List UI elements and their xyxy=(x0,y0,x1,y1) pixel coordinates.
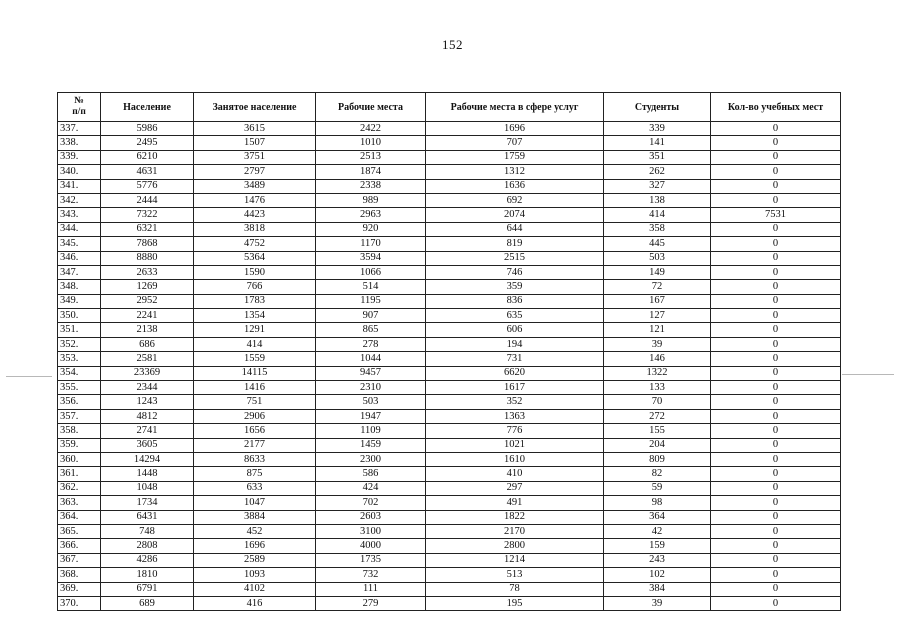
cell-jobs: 1044 xyxy=(316,352,426,366)
cell-jobs: 586 xyxy=(316,467,426,481)
cell-service-jobs: 1363 xyxy=(426,409,604,423)
cell-jobs: 1170 xyxy=(316,237,426,251)
cell-students: 121 xyxy=(604,323,711,337)
cell-employed: 452 xyxy=(194,524,316,538)
cell-jobs: 2422 xyxy=(316,122,426,136)
cell-service-jobs: 359 xyxy=(426,280,604,294)
cell-employed: 3884 xyxy=(194,510,316,524)
cell-number: 356. xyxy=(58,395,101,409)
cell-students: 243 xyxy=(604,553,711,567)
cell-students: 82 xyxy=(604,467,711,481)
cell-jobs: 514 xyxy=(316,280,426,294)
cell-service-jobs: 1636 xyxy=(426,179,604,193)
cell-employed: 1354 xyxy=(194,309,316,323)
cell-study-places: 0 xyxy=(711,294,841,308)
cell-number: 365. xyxy=(58,524,101,538)
cell-population: 2808 xyxy=(101,539,194,553)
cell-employed: 1656 xyxy=(194,424,316,438)
cell-population: 689 xyxy=(101,596,194,610)
cell-population: 1734 xyxy=(101,496,194,510)
cell-students: 358 xyxy=(604,222,711,236)
cell-study-places: 0 xyxy=(711,438,841,452)
cell-population: 4286 xyxy=(101,553,194,567)
cell-employed: 4423 xyxy=(194,208,316,222)
cell-service-jobs: 2515 xyxy=(426,251,604,265)
cell-students: 72 xyxy=(604,280,711,294)
data-table xyxy=(57,92,841,611)
cell-number: 350. xyxy=(58,309,101,323)
cell-service-jobs: 606 xyxy=(426,323,604,337)
header-service-jobs: Рабочие места в сфере услуг xyxy=(426,93,604,122)
table-row xyxy=(58,553,841,567)
cell-service-jobs: 644 xyxy=(426,222,604,236)
cell-study-places: 0 xyxy=(711,165,841,179)
cell-jobs: 1109 xyxy=(316,424,426,438)
table-body xyxy=(58,122,841,611)
cell-service-jobs: 1759 xyxy=(426,150,604,164)
cell-students: 167 xyxy=(604,294,711,308)
cell-number: 370. xyxy=(58,596,101,610)
cell-service-jobs: 2800 xyxy=(426,539,604,553)
table-row xyxy=(58,150,841,164)
cell-service-jobs: 692 xyxy=(426,193,604,207)
cell-service-jobs: 297 xyxy=(426,481,604,495)
table-row xyxy=(58,524,841,538)
cell-number: 367. xyxy=(58,553,101,567)
cell-population: 5776 xyxy=(101,179,194,193)
table-row xyxy=(58,496,841,510)
cell-employed: 3615 xyxy=(194,122,316,136)
cell-employed: 751 xyxy=(194,395,316,409)
cell-population: 6431 xyxy=(101,510,194,524)
cell-study-places: 0 xyxy=(711,596,841,610)
cell-number: 352. xyxy=(58,337,101,351)
cell-students: 351 xyxy=(604,150,711,164)
cell-students: 146 xyxy=(604,352,711,366)
cell-number: 359. xyxy=(58,438,101,452)
cell-study-places: 0 xyxy=(711,553,841,567)
cell-study-places: 0 xyxy=(711,510,841,524)
cell-study-places: 0 xyxy=(711,395,841,409)
cell-study-places: 0 xyxy=(711,524,841,538)
page-number: 152 xyxy=(442,37,463,52)
cell-employed: 1476 xyxy=(194,193,316,207)
cell-number: 341. xyxy=(58,179,101,193)
cell-service-jobs: 1822 xyxy=(426,510,604,524)
cell-study-places: 0 xyxy=(711,323,841,337)
cell-service-jobs: 731 xyxy=(426,352,604,366)
cell-jobs: 1459 xyxy=(316,438,426,452)
cell-number: 337. xyxy=(58,122,101,136)
cell-number: 366. xyxy=(58,539,101,553)
cell-jobs: 2603 xyxy=(316,510,426,524)
cell-population: 2444 xyxy=(101,193,194,207)
cell-jobs: 2338 xyxy=(316,179,426,193)
cell-study-places: 7531 xyxy=(711,208,841,222)
cell-employed: 2177 xyxy=(194,438,316,452)
cell-study-places: 0 xyxy=(711,280,841,294)
cell-population: 2741 xyxy=(101,424,194,438)
cell-population: 748 xyxy=(101,524,194,538)
table-row xyxy=(58,294,841,308)
table-row xyxy=(58,280,841,294)
cell-number: 338. xyxy=(58,136,101,150)
cell-population: 2952 xyxy=(101,294,194,308)
cell-population: 14294 xyxy=(101,452,194,466)
cell-jobs: 424 xyxy=(316,481,426,495)
cell-number: 360. xyxy=(58,452,101,466)
table-row xyxy=(58,467,841,481)
cell-population: 5986 xyxy=(101,122,194,136)
cell-jobs: 3100 xyxy=(316,524,426,538)
cell-population: 1448 xyxy=(101,467,194,481)
table-row xyxy=(58,122,841,136)
cell-study-places: 0 xyxy=(711,481,841,495)
table-row xyxy=(58,222,841,236)
cell-population: 3605 xyxy=(101,438,194,452)
cell-students: 272 xyxy=(604,409,711,423)
table-row xyxy=(58,251,841,265)
cell-students: 102 xyxy=(604,568,711,582)
cell-study-places: 0 xyxy=(711,179,841,193)
cell-population: 2241 xyxy=(101,309,194,323)
cell-students: 1322 xyxy=(604,366,711,380)
table-row xyxy=(58,237,841,251)
cell-service-jobs: 1214 xyxy=(426,553,604,567)
cell-jobs: 1947 xyxy=(316,409,426,423)
cell-service-jobs: 707 xyxy=(426,136,604,150)
cell-service-jobs: 410 xyxy=(426,467,604,481)
table-row xyxy=(58,366,841,380)
cell-population: 2138 xyxy=(101,323,194,337)
cell-population: 4631 xyxy=(101,165,194,179)
cell-employed: 2589 xyxy=(194,553,316,567)
cell-jobs: 278 xyxy=(316,337,426,351)
header-number: № п/п xyxy=(58,93,101,122)
header-employed: Занятое население xyxy=(194,93,316,122)
cell-jobs: 2300 xyxy=(316,452,426,466)
cell-students: 138 xyxy=(604,193,711,207)
cell-study-places: 0 xyxy=(711,251,841,265)
cell-study-places: 0 xyxy=(711,122,841,136)
cell-number: 358. xyxy=(58,424,101,438)
cell-number: 363. xyxy=(58,496,101,510)
cell-employed: 1093 xyxy=(194,568,316,582)
cell-students: 262 xyxy=(604,165,711,179)
table-header xyxy=(58,93,841,122)
cell-service-jobs: 352 xyxy=(426,395,604,409)
cell-service-jobs: 1696 xyxy=(426,122,604,136)
cell-service-jobs: 1617 xyxy=(426,381,604,395)
table-row xyxy=(58,395,841,409)
cell-population: 23369 xyxy=(101,366,194,380)
header-row xyxy=(58,93,841,122)
cell-number: 353. xyxy=(58,352,101,366)
cell-employed: 1590 xyxy=(194,265,316,279)
cell-employed: 416 xyxy=(194,596,316,610)
cell-students: 503 xyxy=(604,251,711,265)
cell-jobs: 1735 xyxy=(316,553,426,567)
cell-jobs: 702 xyxy=(316,496,426,510)
cell-service-jobs: 195 xyxy=(426,596,604,610)
cell-service-jobs: 2170 xyxy=(426,524,604,538)
cell-employed: 1696 xyxy=(194,539,316,553)
cell-jobs: 4000 xyxy=(316,539,426,553)
cell-students: 155 xyxy=(604,424,711,438)
cell-service-jobs: 194 xyxy=(426,337,604,351)
cell-employed: 766 xyxy=(194,280,316,294)
cell-students: 59 xyxy=(604,481,711,495)
table-row xyxy=(58,424,841,438)
cell-students: 39 xyxy=(604,337,711,351)
cell-population: 2581 xyxy=(101,352,194,366)
cell-population: 6321 xyxy=(101,222,194,236)
cell-population: 7868 xyxy=(101,237,194,251)
cell-service-jobs: 2074 xyxy=(426,208,604,222)
cell-service-jobs: 635 xyxy=(426,309,604,323)
scan-artifact-left xyxy=(6,376,52,377)
cell-employed: 1783 xyxy=(194,294,316,308)
table-row xyxy=(58,409,841,423)
header-jobs: Рабочие места xyxy=(316,93,426,122)
cell-study-places: 0 xyxy=(711,409,841,423)
cell-jobs: 2310 xyxy=(316,381,426,395)
cell-service-jobs: 491 xyxy=(426,496,604,510)
cell-students: 364 xyxy=(604,510,711,524)
cell-number: 351. xyxy=(58,323,101,337)
cell-number: 362. xyxy=(58,481,101,495)
cell-jobs: 1874 xyxy=(316,165,426,179)
cell-service-jobs: 1610 xyxy=(426,452,604,466)
cell-jobs: 279 xyxy=(316,596,426,610)
cell-study-places: 0 xyxy=(711,467,841,481)
cell-number: 368. xyxy=(58,568,101,582)
cell-service-jobs: 6620 xyxy=(426,366,604,380)
cell-students: 414 xyxy=(604,208,711,222)
cell-service-jobs: 776 xyxy=(426,424,604,438)
cell-students: 98 xyxy=(604,496,711,510)
table-row xyxy=(58,481,841,495)
cell-students: 141 xyxy=(604,136,711,150)
cell-number: 349. xyxy=(58,294,101,308)
cell-employed: 5364 xyxy=(194,251,316,265)
cell-students: 339 xyxy=(604,122,711,136)
cell-employed: 3751 xyxy=(194,150,316,164)
cell-population: 6210 xyxy=(101,150,194,164)
cell-study-places: 0 xyxy=(711,452,841,466)
cell-number: 344. xyxy=(58,222,101,236)
table-row xyxy=(58,352,841,366)
cell-students: 70 xyxy=(604,395,711,409)
cell-number: 345. xyxy=(58,237,101,251)
cell-service-jobs: 1021 xyxy=(426,438,604,452)
cell-jobs: 111 xyxy=(316,582,426,596)
cell-employed: 3818 xyxy=(194,222,316,236)
cell-population: 1810 xyxy=(101,568,194,582)
cell-students: 133 xyxy=(604,381,711,395)
cell-employed: 14115 xyxy=(194,366,316,380)
table-row xyxy=(58,438,841,452)
table-row xyxy=(58,165,841,179)
cell-number: 354. xyxy=(58,366,101,380)
cell-number: 343. xyxy=(58,208,101,222)
cell-service-jobs: 819 xyxy=(426,237,604,251)
cell-students: 809 xyxy=(604,452,711,466)
cell-jobs: 2513 xyxy=(316,150,426,164)
cell-study-places: 0 xyxy=(711,150,841,164)
table-row xyxy=(58,539,841,553)
cell-population: 6791 xyxy=(101,582,194,596)
cell-employed: 4752 xyxy=(194,237,316,251)
cell-students: 42 xyxy=(604,524,711,538)
cell-jobs: 907 xyxy=(316,309,426,323)
cell-study-places: 0 xyxy=(711,237,841,251)
cell-study-places: 0 xyxy=(711,352,841,366)
table-row xyxy=(58,179,841,193)
cell-number: 347. xyxy=(58,265,101,279)
cell-jobs: 503 xyxy=(316,395,426,409)
cell-number: 339. xyxy=(58,150,101,164)
table-row xyxy=(58,381,841,395)
cell-jobs: 1066 xyxy=(316,265,426,279)
cell-employed: 2797 xyxy=(194,165,316,179)
header-study-places: Кол-во учебных мест xyxy=(711,93,841,122)
table-row xyxy=(58,208,841,222)
cell-employed: 8633 xyxy=(194,452,316,466)
cell-employed: 1507 xyxy=(194,136,316,150)
cell-students: 127 xyxy=(604,309,711,323)
cell-jobs: 865 xyxy=(316,323,426,337)
cell-employed: 414 xyxy=(194,337,316,351)
table-row xyxy=(58,596,841,610)
cell-service-jobs: 746 xyxy=(426,265,604,279)
cell-employed: 3489 xyxy=(194,179,316,193)
cell-number: 369. xyxy=(58,582,101,596)
cell-population: 1269 xyxy=(101,280,194,294)
cell-employed: 633 xyxy=(194,481,316,495)
cell-jobs: 1195 xyxy=(316,294,426,308)
table-row xyxy=(58,193,841,207)
cell-students: 384 xyxy=(604,582,711,596)
cell-number: 342. xyxy=(58,193,101,207)
cell-study-places: 0 xyxy=(711,424,841,438)
cell-employed: 1559 xyxy=(194,352,316,366)
cell-employed: 1416 xyxy=(194,381,316,395)
cell-employed: 1291 xyxy=(194,323,316,337)
cell-population: 2495 xyxy=(101,136,194,150)
cell-employed: 875 xyxy=(194,467,316,481)
cell-study-places: 0 xyxy=(711,222,841,236)
cell-study-places: 0 xyxy=(711,366,841,380)
cell-employed: 1047 xyxy=(194,496,316,510)
table-row xyxy=(58,265,841,279)
cell-students: 149 xyxy=(604,265,711,279)
table-row xyxy=(58,309,841,323)
cell-number: 340. xyxy=(58,165,101,179)
cell-study-places: 0 xyxy=(711,381,841,395)
table-row xyxy=(58,510,841,524)
cell-employed: 2906 xyxy=(194,409,316,423)
header-population: Население xyxy=(101,93,194,122)
cell-students: 327 xyxy=(604,179,711,193)
cell-jobs: 920 xyxy=(316,222,426,236)
cell-jobs: 989 xyxy=(316,193,426,207)
cell-jobs: 1010 xyxy=(316,136,426,150)
cell-jobs: 732 xyxy=(316,568,426,582)
cell-population: 2633 xyxy=(101,265,194,279)
cell-service-jobs: 836 xyxy=(426,294,604,308)
cell-study-places: 0 xyxy=(711,193,841,207)
cell-jobs: 2963 xyxy=(316,208,426,222)
cell-students: 159 xyxy=(604,539,711,553)
cell-population: 8880 xyxy=(101,251,194,265)
cell-number: 348. xyxy=(58,280,101,294)
table-row xyxy=(58,568,841,582)
cell-population: 686 xyxy=(101,337,194,351)
cell-study-places: 0 xyxy=(711,496,841,510)
cell-study-places: 0 xyxy=(711,309,841,323)
table-row xyxy=(58,323,841,337)
table-row xyxy=(58,452,841,466)
cell-jobs: 3594 xyxy=(316,251,426,265)
cell-study-places: 0 xyxy=(711,265,841,279)
cell-number: 346. xyxy=(58,251,101,265)
cell-students: 204 xyxy=(604,438,711,452)
header-students: Студенты xyxy=(604,93,711,122)
scan-artifact-right xyxy=(842,374,894,375)
cell-population: 1243 xyxy=(101,395,194,409)
cell-population: 2344 xyxy=(101,381,194,395)
cell-population: 7322 xyxy=(101,208,194,222)
cell-study-places: 0 xyxy=(711,136,841,150)
cell-students: 39 xyxy=(604,596,711,610)
table-row xyxy=(58,337,841,351)
cell-number: 355. xyxy=(58,381,101,395)
cell-number: 364. xyxy=(58,510,101,524)
cell-study-places: 0 xyxy=(711,539,841,553)
table-row xyxy=(58,582,841,596)
cell-students: 445 xyxy=(604,237,711,251)
cell-study-places: 0 xyxy=(711,568,841,582)
cell-study-places: 0 xyxy=(711,582,841,596)
table-row xyxy=(58,136,841,150)
cell-population: 1048 xyxy=(101,481,194,495)
cell-service-jobs: 1312 xyxy=(426,165,604,179)
cell-employed: 4102 xyxy=(194,582,316,596)
cell-number: 357. xyxy=(58,409,101,423)
cell-service-jobs: 513 xyxy=(426,568,604,582)
cell-study-places: 0 xyxy=(711,337,841,351)
cell-population: 4812 xyxy=(101,409,194,423)
cell-jobs: 9457 xyxy=(316,366,426,380)
cell-service-jobs: 78 xyxy=(426,582,604,596)
cell-number: 361. xyxy=(58,467,101,481)
